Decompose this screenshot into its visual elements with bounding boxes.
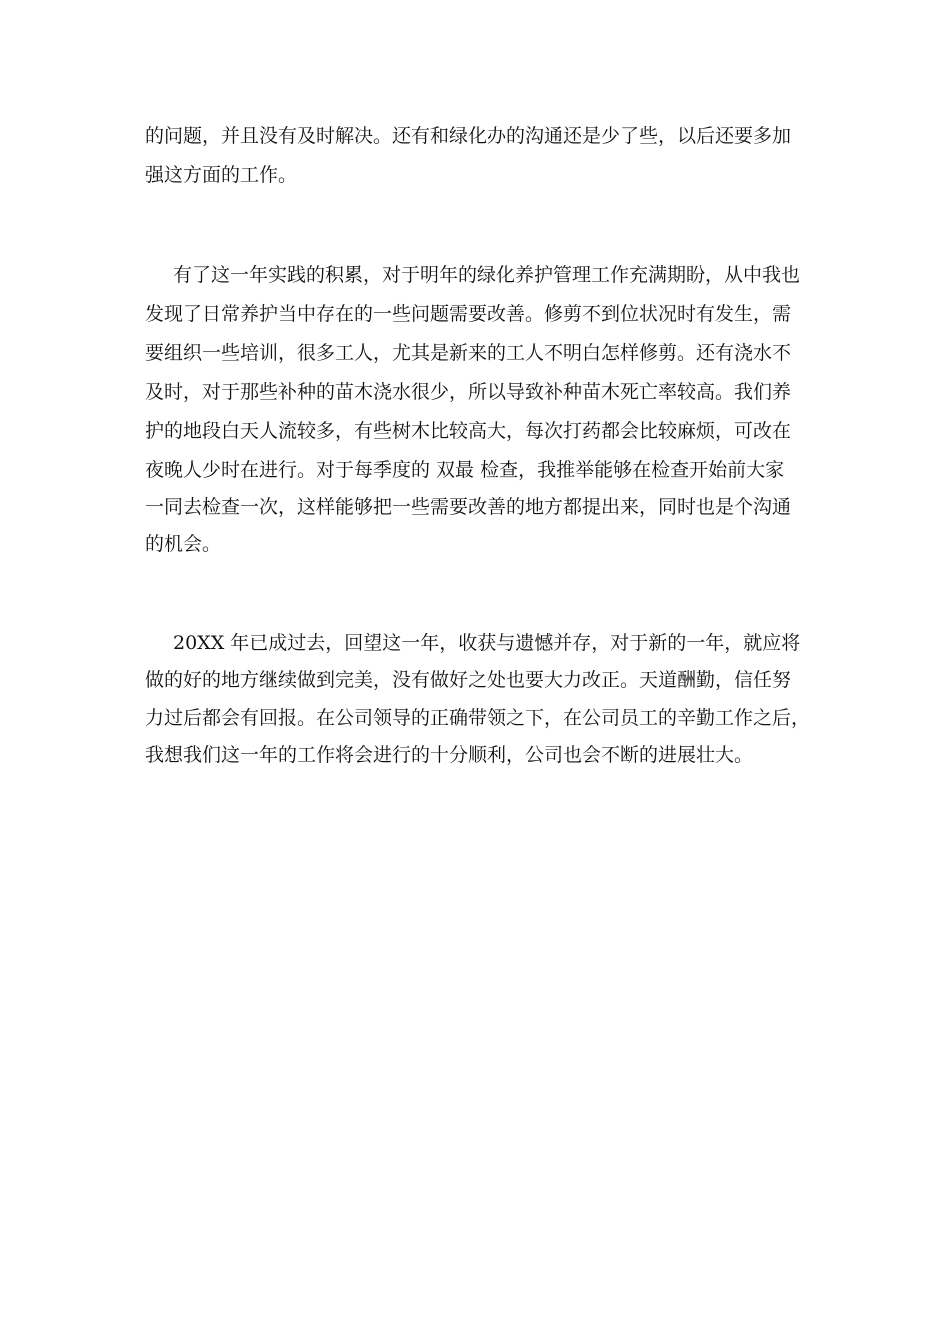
paragraph-3-line-3: 力过后都会有回报。在公司领导的正确带领之下，在公司员工的辛勤工作之后， (145, 707, 811, 729)
paragraph-2-line-5: 护的地段白天人流较多，有些树木比较高大，每次打药都会比较麻烦，可改在 (145, 420, 792, 442)
paragraph-2-line-4: 及时，对于那些补种的苗木浇水很少，所以导致补种苗木死亡率较高。我们养 (145, 381, 792, 403)
paragraph-1-line-1: 的问题，并且没有及时解决。还有和绿化办的沟通还是少了些，以后还要多加 (145, 125, 792, 147)
paragraph-2-line-1: 有了这一年实践的积累，对于明年的绿化养护管理工作充满期盼，从中我也 (173, 264, 801, 286)
paragraph-2-line-6: 夜晚人少时在进行。对于每季度的 双最 检查，我推举能够在检查开始前大家 (145, 459, 785, 481)
paragraph-2-line-2: 发现了日常养护当中存在的一些问题需要改善。修剪不到位状况时有发生，需 (145, 303, 792, 325)
paragraph-3-line-1: 20XX 年已成过去，回望这一年，收获与遗憾并存，对于新的一年，就应将 (173, 632, 801, 654)
paragraph-3-line-4: 我想我们这一年的工作将会进行的十分顺利，公司也会不断的进展壮大。 (145, 744, 754, 766)
paragraph-1-line-2: 强这方面的工作。 (145, 164, 298, 186)
paragraph-2-line-8: 的机会。 (145, 533, 222, 555)
paragraph-2-line-3: 要组织一些培训，很多工人，尤其是新来的工人不明白怎样修剪。还有浇水不 (145, 342, 792, 364)
paragraph-2-line-7: 一同去检查一次，这样能够把一些需要改善的地方都提出来，同时也是个沟通 (145, 496, 792, 518)
paragraph-3-line-2: 做的好的地方继续做到完美，没有做好之处也要大力改正。天道酬勤，信任努 (145, 669, 792, 691)
